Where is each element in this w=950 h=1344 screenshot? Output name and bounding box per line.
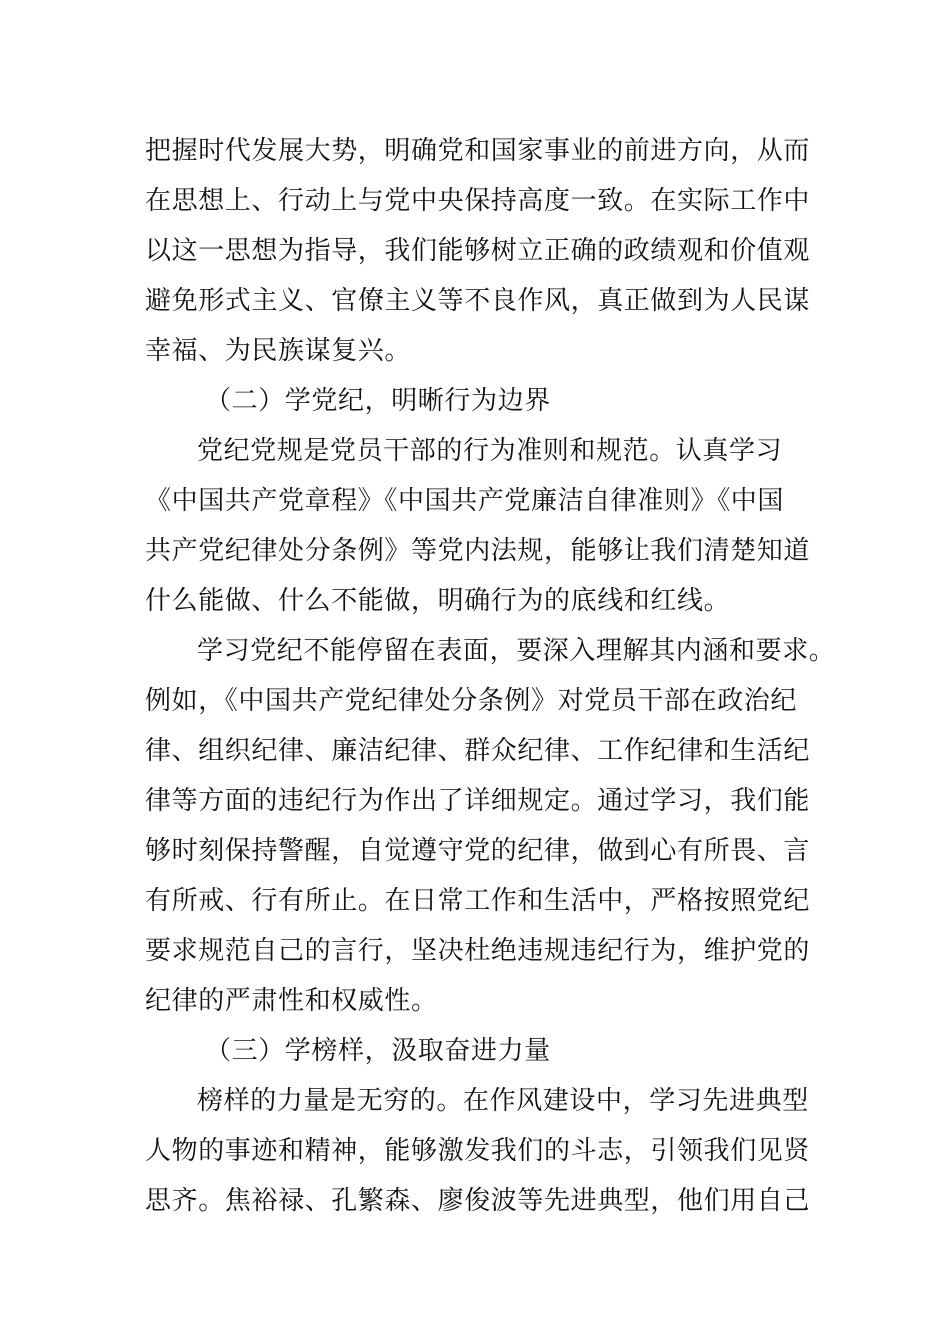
- text-line: 要求规范自己的言行，坚决杜绝违规违纪行为，维护党的: [145, 936, 811, 966]
- text-line: 纪律的严肃性和权威性。: [145, 986, 438, 1016]
- text-line: 把握时代发展大势，明确党和国家事业的前进方向，从而: [145, 136, 811, 166]
- section-heading: （二）学党纪，明晰行为边界: [205, 386, 551, 416]
- text-line: 以这一思想为指导，我们能够树立正确的政绩观和价值观: [145, 236, 811, 266]
- text-line: 什么能做、什么不能做，明确行为的底线和红线。: [145, 586, 731, 616]
- text-line: 共产党纪律处分条例》等党内法规，能够让我们清楚知道: [145, 536, 811, 566]
- text-line: 在思想上、行动上与党中央保持高度一致。在实际工作中: [145, 186, 811, 216]
- text-line: 《中国共产党章程》《中国共产党廉洁自律准则》《中国: [145, 486, 785, 516]
- text-line: 避免形式主义、官僚主义等不良作风，真正做到为人民谋: [145, 286, 811, 316]
- text-line: 例如，《中国共产党纪律处分条例》对党员干部在政治纪: [145, 686, 798, 716]
- text-line: 够时刻保持警醒，自觉遵守党的纪律，做到心有所畏、言: [145, 836, 811, 866]
- text-line: 人物的事迹和精神，能够激发我们的斗志，引领我们见贤: [145, 1136, 811, 1166]
- text-line: 律、组织纪律、廉洁纪律、群众纪律、工作纪律和生活纪: [145, 736, 811, 766]
- text-line: 学习党纪不能停留在表面，要深入理解其内涵和要求。: [197, 636, 836, 666]
- text-line: 有所戒、行有所止。在日常工作和生活中，严格按照党纪: [145, 886, 811, 916]
- text-line: 幸福、为民族谋复兴。: [145, 336, 412, 366]
- section-heading: （三）学榜样，汲取奋进力量: [205, 1036, 551, 1066]
- text-line: 榜样的力量是无穷的。在作风建设中，学习先进典型: [197, 1086, 809, 1116]
- text-line: 律等方面的违纪行为作出了详细规定。通过学习，我们能: [145, 786, 811, 816]
- text-line: 党纪党规是党员干部的行为准则和规范。认真学习: [197, 436, 783, 466]
- document-body: [145, 126, 865, 1226]
- text-line: 思齐。焦裕禄、孔繁森、廖俊波等先进典型，他们用自己: [145, 1186, 811, 1216]
